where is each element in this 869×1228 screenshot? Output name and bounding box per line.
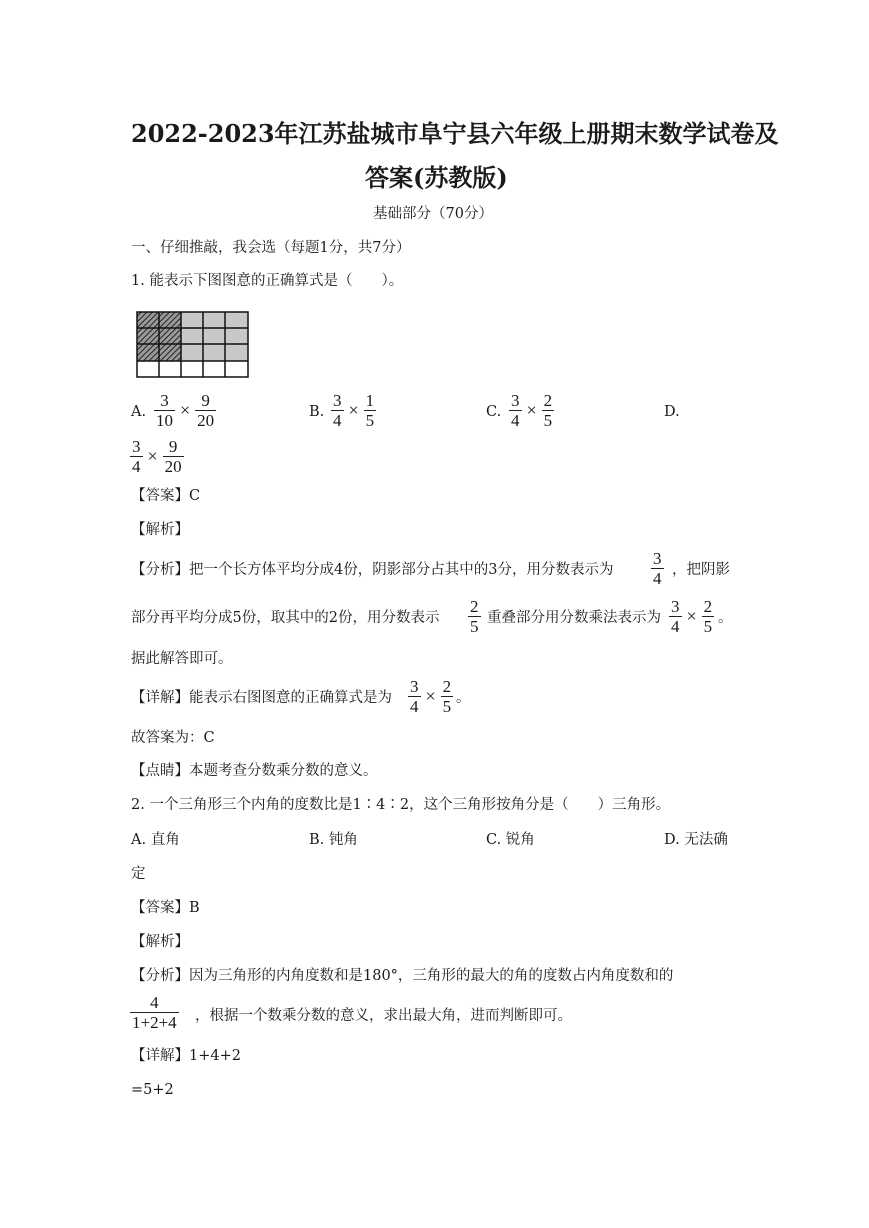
q1-analysis-line2c: 。: [718, 610, 733, 626]
doc-title-line2: 答案(苏教版): [365, 163, 508, 192]
frac-2-5-a: $\frac{2}{5}$: [470, 597, 479, 636]
q1-jiexi: 【解析】: [131, 522, 189, 538]
q2-jiexi: 【解析】: [131, 934, 189, 950]
q2-detail: 【详解】1+4+2: [131, 1048, 241, 1064]
option-a-label: A.: [131, 404, 147, 420]
q1-final-answer: 故答案为：C: [131, 730, 215, 746]
option-b-label: B.: [309, 404, 325, 420]
frac-product-b: $\frac{3}{4}$ × $\frac{2}{5}$: [410, 677, 452, 716]
q1-answer: 【答案】C: [131, 488, 201, 504]
q1-analysis-line2b: 重叠部分用分数乘法表示为: [487, 610, 661, 626]
q1-analysis-line3: 据此解答即可。: [131, 651, 233, 667]
q2-option-a: A. 直角: [131, 832, 180, 848]
q1-analysis-line1: 【分析】把一个长方体平均分成4份，阴影部分占其中的3分，用分数表示为: [131, 562, 614, 578]
option-b-expression: $\frac{3}{4}$ × $\frac{1}{5}$: [333, 391, 375, 430]
option-d-expression: $\frac{3}{4}$ × $\frac{9}{20}$: [132, 437, 182, 476]
grid-figure: [136, 311, 249, 378]
q1-comment: 【点睛】本题考查分数乘分数的意义。: [131, 763, 378, 779]
q2-option-d: D. 无法确: [664, 832, 728, 848]
q2-answer: 【答案】B: [131, 900, 200, 916]
section-heading: 一、仔细推敲，我会选（每题1分，共7分）: [131, 240, 411, 256]
question-2-stem: 2. 一个三角形三个内角的度数比是1∶4∶2，这个三角形按角分是（ ）三角形。: [131, 797, 671, 813]
question-1-stem: 1. 能表示下图图意的正确算式是（ ）。: [131, 273, 404, 289]
q1-analysis-line2a: 部分再平均分成5份，取其中的2份，用分数表示: [131, 610, 440, 626]
doc-title-line1: 2022-2023年江苏盐城市阜宁县六年级上册期末数学试卷及: [131, 119, 779, 148]
q2-option-d-cont: 定: [131, 866, 146, 882]
q1-detail: 【详解】能表示右图图意的正确算式是为: [131, 690, 392, 706]
frac-product-a: $\frac{3}{4}$ × $\frac{2}{5}$: [671, 597, 713, 636]
q2-option-c: C. 锐角: [486, 832, 535, 848]
option-c-expression: $\frac{3}{4}$ × $\frac{2}{5}$: [511, 391, 553, 430]
q2-analysis-line2: ，根据一个数乘分数的意义，求出最大角，进而判断即可。: [195, 1008, 572, 1024]
q1-detail-end: 。: [456, 690, 471, 706]
option-d-label: D.: [664, 404, 680, 420]
q2-analysis-line1: 【分析】因为三角形的内角度数和是180°，三角形的最大的角的度数占内角度数和的: [131, 968, 674, 984]
q1-analysis-line1-end: ，把阴影: [672, 562, 730, 578]
q2-step: =5+2: [131, 1082, 174, 1098]
frac-4-over-sum: $\frac{4}{1+2+4}$: [132, 993, 177, 1032]
section-subtitle: 基础部分（70分）: [373, 206, 493, 222]
frac-3-4-a: $\frac{3}{4}$: [653, 549, 662, 588]
option-a-expression: $\frac{3}{10}$ × $\frac{9}{20}$: [156, 391, 215, 430]
option-c-label: C.: [486, 404, 502, 420]
q2-option-b: B. 钝角: [309, 832, 358, 848]
